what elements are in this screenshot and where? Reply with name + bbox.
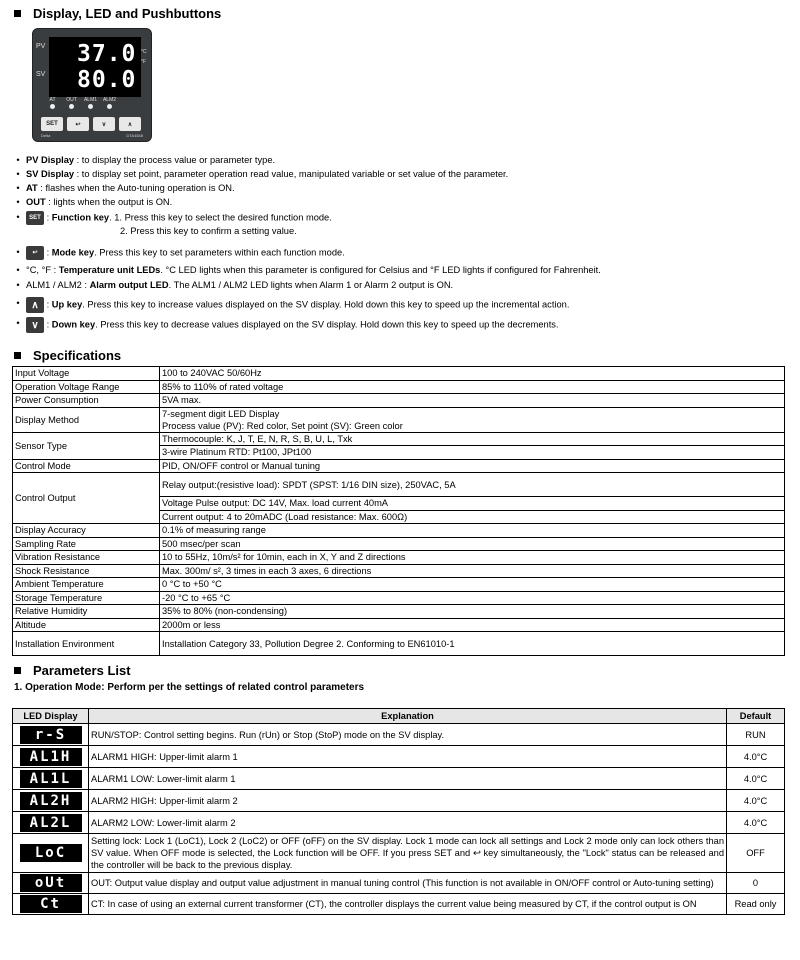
explanation-cell: ALARM1 HIGH: Upper-limit alarm 1 <box>89 746 727 768</box>
spec-value: Max. 300m/ s², 3 times in each 3 axes, 6 directions <box>160 564 785 578</box>
led-label: AT <box>49 97 56 103</box>
spec-key: Altitude <box>13 618 160 632</box>
bullet-bold: Temperature unit LEDs <box>58 265 161 275</box>
table-row <box>13 394 785 408</box>
params-subtitle: 1. Operation Mode: Perform per the settings of related control parameters <box>14 682 365 693</box>
spec-key: Relative Humidity <box>13 605 160 619</box>
led-dot-icon <box>107 104 112 109</box>
spec-value: 5VA max. <box>160 394 785 408</box>
table-row <box>13 551 785 565</box>
square-bullet-icon <box>14 667 21 674</box>
column-header: Default <box>727 709 785 724</box>
bullet-bold: SV Display <box>26 169 75 179</box>
square-bullet-icon <box>14 352 21 359</box>
explanation-cell: ALARM2 LOW: Lower-limit alarm 2 <box>89 812 727 834</box>
spec-key: Control Output <box>13 473 160 524</box>
controller-device-image <box>32 28 152 142</box>
section-title-display <box>14 6 221 21</box>
table-row <box>13 873 785 894</box>
bullet-text: . Press this key to increase values displayed on the SV display. Hold down this key to speed up the incremental action. <box>82 299 570 310</box>
bullet-alarm-led: • ALM1 / ALM2 : Alarm output LED. The ALM1 / ALM2 LED lights when Alarm 1 or Alarm 2 output is ON. <box>16 280 454 290</box>
bullet-text: : flashes when the Auto-tuning operation is ON. <box>37 183 235 193</box>
led-display-cell <box>13 724 89 746</box>
column-header: Explanation <box>89 709 727 724</box>
section-title-params <box>14 663 131 678</box>
default-cell: 4.0°C <box>727 812 785 834</box>
table-row <box>13 618 785 632</box>
led-display-cell <box>13 812 89 834</box>
table-header-row <box>13 709 785 724</box>
unit-f-led: °F <box>141 59 147 65</box>
explanation-cell: RUN/STOP: Control setting begins. Run (rUn) or Stop (StoP) mode on the SV display. <box>89 724 727 746</box>
bullet-text: . °C LED lights when this parameter is configured for Celsius and °F LED lights if configured for Fahrenheit. <box>160 265 601 275</box>
spec-key: Sensor Type <box>13 432 160 459</box>
led-label: ALM1 <box>83 97 98 103</box>
table-row <box>13 591 785 605</box>
spec-value: 35% to 80% (non-condensing) <box>160 605 785 619</box>
explanation-cell: Setting lock: Lock 1 (LoC1), Lock 2 (LoC2) or OFF (oFF) on the SV display. Lock 1 mode can lock all settings and Lock 2 mode only can lock others than SV value. When OFF mode is selected, the Lock function will be OFF. If you press SET and ↩ key simultaneously, the "Lock" status can be released and the controller will be back to the previous display. <box>89 834 727 873</box>
lcd-code: Ct <box>20 895 82 913</box>
table-row <box>13 473 785 497</box>
bullet-text: . 1. Press this key to select the desired function mode. <box>109 212 332 223</box>
explanation-cell: CT: In case of using an external current transformer (CT), the controller displays the current value being measured by CT, if the control output is ON <box>89 894 727 915</box>
bullet-down-key: • ∨ : Down key. Press this key to decrease values displayed on the SV display. Hold down this key to speed up the decrements. <box>14 317 559 333</box>
table-row <box>13 578 785 592</box>
led-display-cell <box>13 768 89 790</box>
sv-label: SV <box>36 71 46 78</box>
bullet-mode-key: • ↩ : Mode key. Press this key to set parameters within each function mode. <box>14 246 345 260</box>
spec-key: Input Voltage <box>13 367 160 381</box>
down-key-icon: ∨ <box>26 317 44 333</box>
spec-value: 0 °C to +50 °C <box>160 578 785 592</box>
spec-key: Ambient Temperature <box>13 578 160 592</box>
section-title-specs <box>14 348 121 363</box>
section-title-text: Specifications <box>33 348 122 363</box>
bullet-bold: Up key <box>51 299 83 310</box>
table-row <box>13 894 785 915</box>
spec-key: Vibration Resistance <box>13 551 160 565</box>
default-cell: RUN <box>727 724 785 746</box>
spec-value: Thermocouple: K, J, T, E, N, R, S, B, U, L, Txk <box>160 432 785 446</box>
table-row <box>13 746 785 768</box>
default-cell: 4.0°C <box>727 746 785 768</box>
lcd-code: AL2H <box>20 792 82 810</box>
mode-key-icon: ↩ <box>26 246 44 260</box>
default-cell: OFF <box>727 834 785 873</box>
spec-key: Sampling Rate <box>13 537 160 551</box>
up-key-button: ∧ <box>119 117 141 131</box>
bullet-text: . The ALM1 / ALM2 LED lights when Alarm 1 or Alarm 2 output is ON. <box>168 280 454 290</box>
spec-key: Power Consumption <box>13 394 160 408</box>
explanation-cell: ALARM2 HIGH: Upper-limit alarm 2 <box>89 790 727 812</box>
bullet-prefix: ALM1 / ALM2 : <box>26 280 90 290</box>
lcd-code: AL1H <box>20 748 82 766</box>
model-label: DTA4848 <box>126 133 143 138</box>
brand-logo: Delta <box>41 133 51 138</box>
led-display-cell <box>13 834 89 873</box>
table-row <box>13 834 785 873</box>
sv-display: 80.0 <box>77 67 137 93</box>
spec-value: 500 msec/per scan <box>160 537 785 551</box>
led-at <box>45 97 60 109</box>
explanation-cell: ALARM1 LOW: Lower-limit alarm 1 <box>89 768 727 790</box>
spec-value: Relay output:(resistive load): SPDT (SPST: 1/16 DIN size), 250VAC, 5A <box>160 473 785 497</box>
table-row <box>13 724 785 746</box>
table-row <box>13 367 785 381</box>
led-dot-icon <box>50 104 55 109</box>
table-row <box>13 632 785 656</box>
bullet-bold: Down key <box>51 319 96 330</box>
bullet-bold: PV Display <box>26 155 75 165</box>
table-row <box>13 790 785 812</box>
mode-key-button: ↩ <box>67 117 89 131</box>
lcd-code: AL1L <box>20 770 82 788</box>
led-alm1 <box>83 97 98 109</box>
led-dot-icon <box>88 104 93 109</box>
lcd-code: AL2L <box>20 814 82 832</box>
down-key-button: ∨ <box>93 117 115 131</box>
table-row <box>13 537 785 551</box>
lcd-code: LoC <box>20 844 82 862</box>
spec-key: Operation Voltage Range <box>13 380 160 394</box>
table-row <box>13 564 785 578</box>
default-cell: 4.0°C <box>727 790 785 812</box>
specifications-table <box>12 366 785 656</box>
spec-key: Shock Resistance <box>13 564 160 578</box>
bullet-up-key: • ∧ : Up key. Press this key to increase values displayed on the SV display. Hold down this key to speed up the incremental action. <box>14 297 569 313</box>
spec-value: 10 to 55Hz, 10m/s² for 10min, each in X, Y and Z directions <box>160 551 785 565</box>
spec-key: Control Mode <box>13 459 160 473</box>
spec-value: Current output: 4 to 20mADC (Load resistance: Max. 600Ω) <box>160 510 785 524</box>
square-bullet-icon <box>14 10 21 17</box>
bullet-sv: • SV Display : to display set point, parameter operation read value, manipulated variable or set value of the parameter. <box>16 169 509 179</box>
default-cell: 0 <box>727 873 785 894</box>
spec-key: Display Accuracy <box>13 524 160 538</box>
bullet-prefix: °C, °F : <box>26 265 59 275</box>
set-key-button: SET <box>41 117 63 131</box>
bullet-text: : to display the process value or parameter type. <box>74 155 276 165</box>
led-row <box>45 97 117 109</box>
table-row <box>13 812 785 834</box>
section-title-text: Display, LED and Pushbuttons <box>33 6 222 21</box>
spec-value: 100 to 240VAC 50/60Hz <box>160 367 785 381</box>
table-row <box>13 459 785 473</box>
section-title-text: Parameters List <box>33 663 131 678</box>
spec-key: Display Method <box>13 407 160 432</box>
led-out <box>64 97 79 109</box>
explanation-cell: OUT: Output value display and output value adjustment in manual tuning control (This function is not available in ON/OFF control or Auto-tuning setting) <box>89 873 727 894</box>
bullet-bold: Mode key <box>51 247 95 258</box>
lcd-code: oUt <box>20 874 82 892</box>
table-row <box>13 524 785 538</box>
parameters-table <box>12 708 785 915</box>
bullet-function-key: • SET : Function key. 1. Press this key to select the desired function mode. 2. Press this key to confirm a setting value. <box>16 212 332 236</box>
led-display-cell <box>13 873 89 894</box>
table-row <box>13 768 785 790</box>
spec-value: Voltage Pulse output: DC 14V, Max. load current 40mA <box>160 497 785 511</box>
spec-value: 2000m or less <box>160 618 785 632</box>
set-key-icon: SET <box>26 211 44 225</box>
led-label: ALM2 <box>102 97 117 103</box>
spec-value: Installation Category 33, Pollution Degree 2. Conforming to EN61010-1 <box>160 632 785 656</box>
led-dot-icon <box>69 104 74 109</box>
spec-value: -20 °C to +65 °C <box>160 591 785 605</box>
lcd-code: r-S <box>20 726 82 744</box>
spec-value: 3-wire Platinum RTD: Pt100, JPt100 <box>160 446 785 460</box>
led-display-cell <box>13 790 89 812</box>
led-alm2 <box>102 97 117 109</box>
led-label: OUT <box>66 97 77 103</box>
bullet-text: : to display set point, parameter operation read value, manipulated variable or set value of the parameter. <box>74 169 509 179</box>
up-key-icon: ∧ <box>26 297 44 313</box>
led-display-cell <box>13 894 89 915</box>
table-row <box>13 605 785 619</box>
bullet-bold: Function key <box>51 212 110 223</box>
table-row <box>13 432 785 446</box>
spec-value: 0.1% of measuring range <box>160 524 785 538</box>
led-display-cell <box>13 746 89 768</box>
bullet-bold: OUT <box>26 197 46 207</box>
bullet-bold: AT <box>26 183 38 193</box>
table-row <box>13 380 785 394</box>
spec-value: 7-segment digit LED Display Process value (PV): Red color, Set point (SV): Green color <box>160 407 785 432</box>
bullet-at: • AT : flashes when the Auto-tuning operation is ON. <box>16 183 235 193</box>
default-cell: Read only <box>727 894 785 915</box>
spec-value: 85% to 110% of rated voltage <box>160 380 785 394</box>
device-buttons <box>41 117 141 131</box>
column-header: LED Display <box>13 709 89 724</box>
unit-c-led: °C <box>141 49 147 55</box>
bullet-temp-leds: • °C, °F : Temperature unit LEDs. °C LED lights when this parameter is configured for Celsius and °F LED lights if configured for Fahrenheit. <box>16 265 601 275</box>
spec-key: Storage Temperature <box>13 591 160 605</box>
bullet-bold: Alarm output LED <box>89 280 169 290</box>
default-cell: 4.0°C <box>727 768 785 790</box>
pv-label: PV <box>36 43 46 50</box>
bullet-text: . Press this key to decrease values displayed on the SV display. Hold down this key to speed up the decrements. <box>95 319 559 330</box>
pv-display: 37.0 <box>77 41 137 67</box>
table-row <box>13 407 785 432</box>
spec-value: PID, ON/OFF control or Manual tuning <box>160 459 785 473</box>
bullet-text: : lights when the output is ON. <box>45 197 173 207</box>
spec-key: Installation Environment <box>13 632 160 656</box>
bullet-text: . Press this key to set parameters within each function mode. <box>94 247 345 258</box>
bullet-text-line2: 2. Press this key to confirm a setting value. <box>120 226 297 236</box>
bullet-out: • OUT : lights when the output is ON. <box>16 197 173 207</box>
bullet-pv: • PV Display : to display the process value or parameter type. <box>16 155 276 165</box>
